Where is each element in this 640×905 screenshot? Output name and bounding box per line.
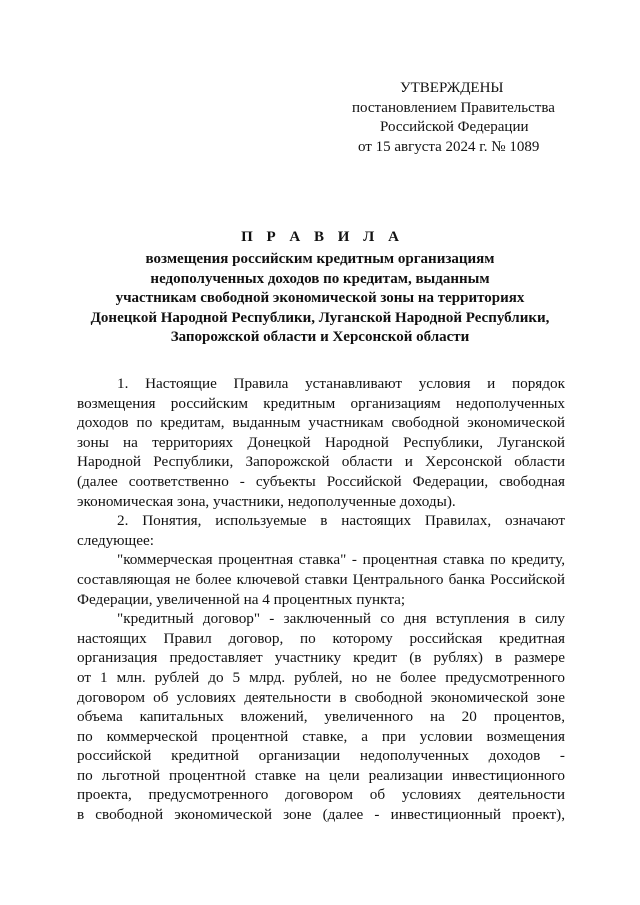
body-line: по коммерческой процентной ставке, а при условии возмещения	[77, 727, 565, 745]
body-line: "кредитный договор" - заключенный со дня вступления в силу	[117, 610, 565, 628]
document-subtitle	[60, 250, 580, 348]
approval-line: Российской Федерации	[380, 119, 529, 135]
body-line: зоны на территориях Донецкой Народной Республики, Луганской	[77, 433, 565, 451]
document-body	[77, 374, 565, 825]
approval-date-line: от 15 августа 2024 г. № 1089	[358, 138, 540, 155]
body-line: следующее:	[77, 531, 154, 549]
body-line: 1. Настоящие Правила устанавливают условия и порядок	[117, 375, 565, 392]
document-title: П Р А В И Л А	[241, 229, 404, 245]
body-line: российской кредитной организации недополученных доходов -	[77, 747, 565, 765]
body-line: доходов по кредитам, выданным участникам свободной экономической	[77, 414, 565, 432]
body-line: от 1 млн. рублей до 5 млрд. рублей, но не более предусмотренного	[77, 668, 565, 686]
body-line: проекта, предусмотренного договором об условиях деятельности	[77, 786, 565, 804]
approval-block	[330, 79, 590, 157]
body-line: объема капитальных вложений, увеличенного на 20 процентов,	[77, 708, 565, 726]
subtitle-line: Запорожской области и Херсонской области	[170, 329, 470, 345]
body-line: договором об условиях деятельности в свободной экономической зоне	[77, 688, 565, 706]
body-line: по льготной процентной ставке на цели реализации инвестиционного	[77, 766, 565, 784]
body-line: составляющая не более ключевой ставки Центрального банка Российской	[77, 570, 565, 588]
body-line: 2. Понятия, используемые в настоящих Правилах, означают	[117, 512, 565, 530]
body-line: экономическая зона, участники, недополученные доходы).	[77, 492, 456, 510]
body-line: (далее соответственно - субъекты Российской Федерации, свободная	[77, 472, 565, 490]
body-line: в свободной экономической зоне (далее - инвестиционный проект),	[77, 806, 565, 824]
body-line: организация предоставляет участнику кредит (в рублях) в размере	[77, 649, 565, 667]
body-line: возмещения российским кредитным организациям недополученных	[77, 394, 565, 412]
body-line: настоящих Правил договор, по которому российская кредитная	[77, 629, 565, 647]
approval-heading: УТВЕРЖДЕНЫ	[400, 80, 504, 96]
subtitle-line: Донецкой Народной Республики, Луганской Народной Республики,	[90, 309, 550, 326]
approval-line: постановлением Правительства	[352, 99, 555, 116]
body-line: Федерации, увеличенной на 4 процентных пункта;	[77, 590, 406, 608]
subtitle-line: участникам свободной экономической зоны на территориях	[115, 290, 525, 306]
body-line: Народной Республики, Запорожской области и Херсонской области	[77, 453, 565, 471]
subtitle-line: возмещения российским кредитным организациям	[145, 251, 495, 267]
body-line: "коммерческая процентная ставка" - процентная ставка по кредиту,	[117, 551, 565, 569]
subtitle-line: недополученных доходов по кредитам, выданным	[150, 270, 490, 287]
